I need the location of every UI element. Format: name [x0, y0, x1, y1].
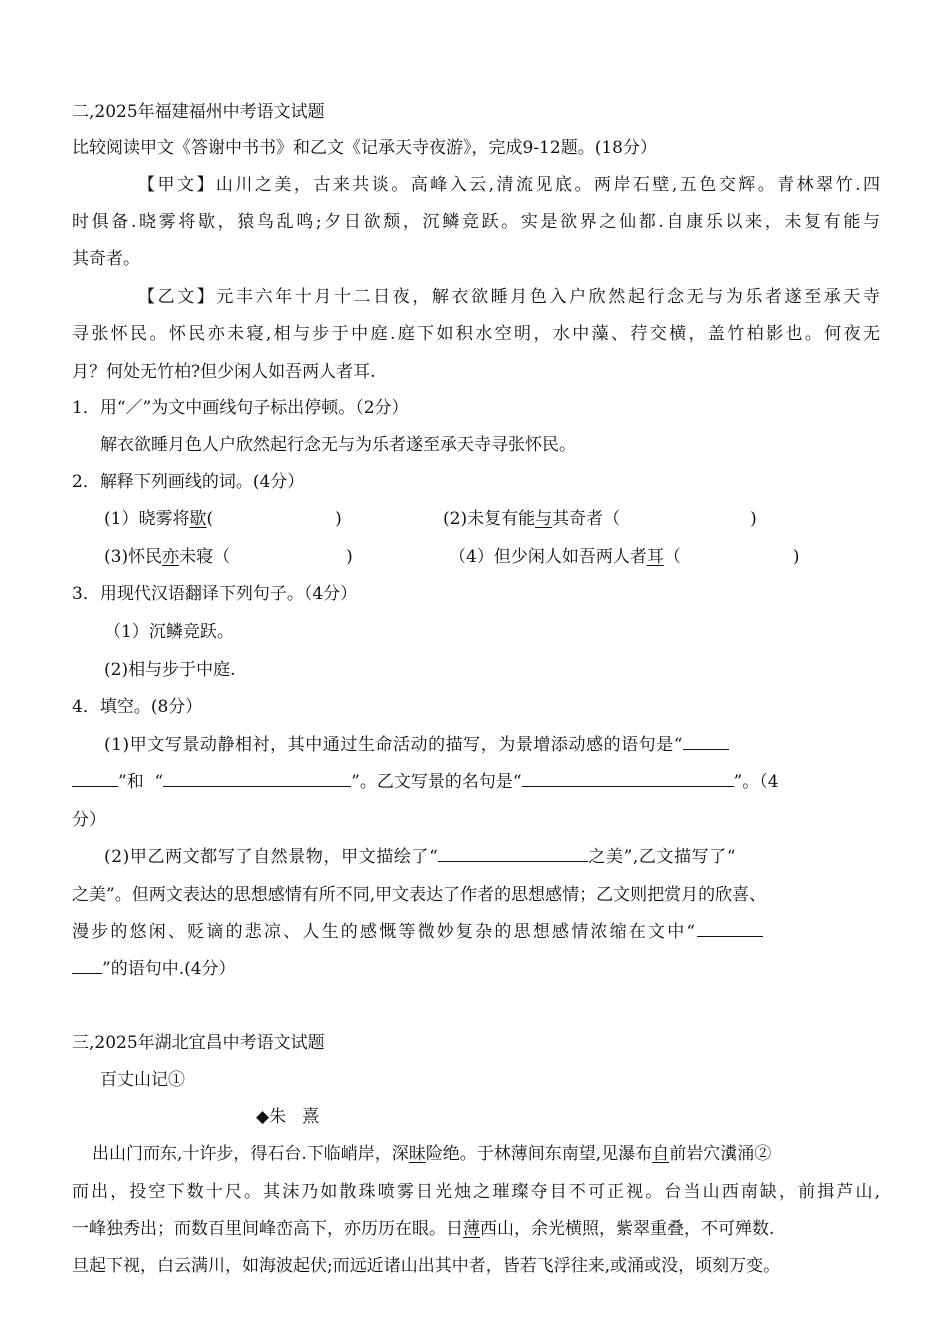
question-4-part-1-line-2 — [72, 770, 880, 794]
q4-p1-text-1: (1)甲文写景动静相衬，其中通过生命活动的描写，为景增添动感的语句是“ — [104, 735, 684, 755]
article-line-1 — [92, 1142, 880, 1166]
q2-item-1-prefix: (1）晓雾将 — [104, 509, 190, 529]
section-2-intro: 比较阅读甲文《答谢中书书》和乙文《记承天寺夜游》，完成9-12题。(18分） — [72, 138, 657, 158]
q4-p1-blank-1b[interactable] — [72, 772, 118, 787]
question-4-part-2-line-4 — [72, 957, 880, 981]
article-line-1-underlined-word-1: 昧 — [408, 1144, 426, 1164]
article-line-1-text-c: 前岩穴瀵涌② — [669, 1144, 772, 1164]
article-line-2: 而出，投空下数十尺。其沫乃如散珠喷雾日光烛之璀璨夺目不可正视。台当山西南缺，前揖芦山, — [72, 1182, 880, 1202]
question-1-sentence: 解衣欲睡月色人户欣然起行念无与为乐者遂至承天寺寻张怀民。 — [100, 435, 576, 455]
question-1-title: 1．用“／”为文中画线句子标出停顿。（2分） — [72, 398, 409, 418]
q2-item-2-open: 其奇者（ — [552, 509, 621, 529]
q4-p2-blank-1[interactable] — [438, 847, 588, 862]
q4-p1-blank-1a[interactable] — [683, 735, 729, 750]
question-4-part-1-line-3: 分） — [72, 810, 106, 830]
q2-item-4-close: ) — [792, 547, 800, 567]
article-line-1-underlined-word-2: 自 — [652, 1144, 670, 1164]
q4-p2-blank-2a[interactable] — [697, 922, 763, 937]
q2-item-3-word: 亦 — [162, 547, 180, 567]
q4-p2-text-2: 之美”,乙文描写了“ — [588, 847, 737, 867]
question-4-part-2-line-2: 之美”。但两文表达的思想感情有所不同,甲文表达了作者的思想感情；乙文则把赏月的欣喜、 — [72, 885, 767, 905]
question-4-part-2-line-3 — [72, 920, 763, 944]
q2-item-1-close: ) — [335, 509, 342, 529]
article-line-3-underlined-word: 薄 — [463, 1219, 480, 1239]
passage-jia-line-1: 【甲文】山川之美，古来共谈。高峰入云,清流见底。两岸石壁,五色交辉。青林翠竹.四 — [138, 175, 880, 195]
question-4-title: 4．填空。(8分） — [72, 697, 203, 717]
q2-item-3-close: ) — [346, 547, 353, 567]
article-line-4: 旦起下视，白云满川，如海波起伏;而远近诸山出其中者，皆若飞浮往来,或涌或没，顷刻万变。 — [72, 1256, 781, 1276]
article-line-1-text-b: 险绝。于林薄间东南望,见瀑布 — [425, 1144, 653, 1164]
article-line-1-text-a: 出山门而东,十许步，得石台.下临峭岸，深 — [92, 1144, 409, 1164]
q2-item-4-open: （ — [663, 547, 681, 567]
q4-p2-blank-2b[interactable] — [72, 959, 102, 974]
q4-p2-text-1: (2)甲乙两文都写了自然景物，甲文描绘了“ — [104, 847, 439, 867]
q2-item-3-prefix: (3)怀民 — [104, 547, 163, 567]
section-3-title: 三,2025年湖北宜昌中考语文试题 — [72, 1033, 325, 1053]
passage-yi-line-1: 【乙文】元丰六年十月十二日夜，解衣欲睡月色入户欣然起行念无与为乐者遂至承天寺 — [138, 287, 880, 307]
q2-item-1-open: ( — [206, 509, 214, 529]
question-4-part-1-line-1 — [104, 733, 729, 757]
article-line-3-text-b: 西山，余光横照，紫翠重叠，不可殚数. — [480, 1219, 775, 1239]
q2-item-2-close: ) — [750, 509, 757, 529]
passage-jia-line-2: 时俱备.晓雾将歇，猿鸟乱鸣;夕日欲颓，沉鳞竞跃。实是欲界之仙都.自康乐以来，未复有能与 — [72, 212, 880, 232]
section-2-title: 二,2025年福建福州中考语文试题 — [72, 102, 325, 122]
q4-p1-blank-3[interactable] — [522, 772, 734, 787]
passage-jia-line-3: 其奇者。 — [72, 249, 140, 269]
q2-item-2-word: 与 — [535, 509, 553, 529]
passage-yi-line-3: 月？何处无竹柏?但少闲人如吾两人者耳. — [72, 362, 376, 382]
question-3-item-2: (2)相与步于中庭. — [104, 660, 236, 680]
q2-item-4-word: 耳 — [646, 547, 664, 567]
q4-p2-text-3: 漫步的悠闲、贬谪的悲凉、人生的感慨等微妙复杂的思想感情浓缩在文中“ — [72, 922, 698, 942]
q2-item-1-word: 歇 — [189, 509, 207, 529]
article-line-3-text-a: 一峰独秀出；而数百里间峰峦高下，亦历历在眼。日 — [72, 1219, 463, 1239]
question-2-item-3 — [104, 545, 353, 569]
q2-item-4-prefix: （4）但少闲人如吾两人者 — [449, 547, 647, 567]
article-line-3 — [72, 1217, 880, 1241]
q4-p1-text-2: ”和 “ — [118, 772, 164, 792]
q4-p1-text-3: ”。乙文写景的名句是“ — [351, 772, 522, 792]
passage-yi-line-2: 寻张怀民。怀民亦未寝,相与步于中庭.庭下如积水空明，水中藻、荇交横，盖竹柏影也。何夜无 — [72, 324, 880, 344]
article-author: ◆朱 熹 — [256, 1107, 320, 1127]
article-title: 百丈山记① — [100, 1070, 185, 1090]
q4-p1-blank-2[interactable] — [163, 772, 351, 787]
question-3-item-1: （1）沉鳞竞跃。 — [104, 622, 234, 642]
question-2-item-2 — [443, 507, 757, 531]
q4-p2-text-4: ”的语句中.(4分） — [102, 959, 236, 979]
q2-item-2-prefix: (2)未复有能 — [443, 509, 536, 529]
question-4-part-2-line-1 — [104, 845, 736, 869]
q4-p1-text-4: ”。（4 — [733, 772, 779, 792]
q2-item-3-open: 未寝（ — [179, 547, 231, 567]
question-2-item-4 — [449, 545, 799, 569]
question-2-title: 2．解释下列画线的词。(4分） — [72, 472, 305, 492]
question-2-item-1 — [104, 507, 342, 531]
question-3-title: 3．用现代汉语翻译下列句子。（4分） — [72, 584, 358, 604]
